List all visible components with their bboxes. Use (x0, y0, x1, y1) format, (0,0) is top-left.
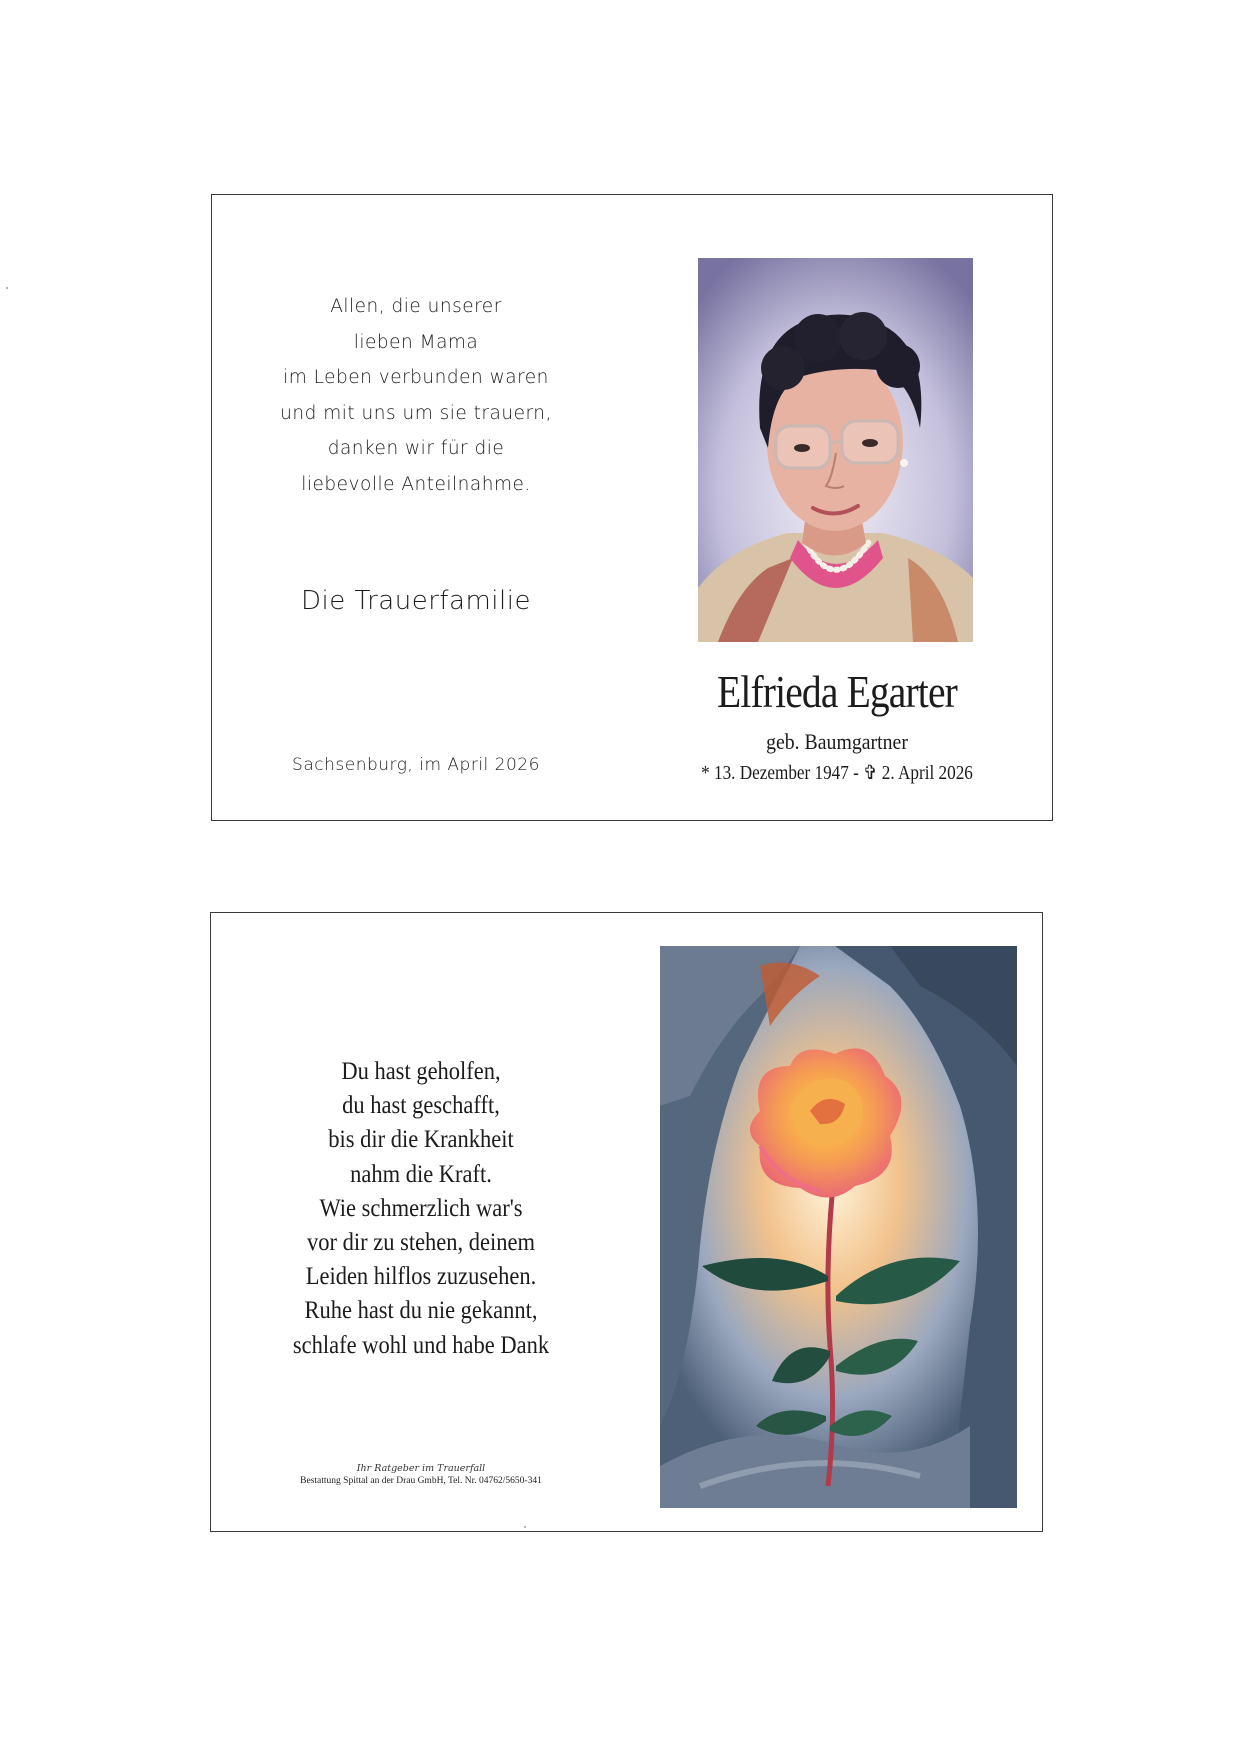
thanks-line: liebevolle Anteilnahme. (301, 473, 531, 495)
poem-line: bis dir die Krankheit (328, 1126, 514, 1154)
family-signature: Die Trauerfamilie (301, 586, 531, 616)
birth-name: geb. Baumgartner (766, 729, 908, 754)
memorial-poem (241, 1055, 601, 1363)
thank-you-message (256, 289, 576, 502)
poem-line: Wie schmerzlich war's (319, 1194, 523, 1222)
poem-card (210, 912, 1043, 1532)
thanks-line: und mit uns um sie trauern, (280, 402, 552, 424)
thank-you-card (211, 194, 1053, 821)
poem-line: du hast geschafft, (342, 1092, 500, 1120)
scan-speck (524, 1526, 526, 1528)
poem-line: Ruhe hast du nie gekannt, (304, 1297, 538, 1325)
poem-line: Du hast geholfen, (341, 1058, 501, 1085)
rose-illustration (660, 946, 1017, 1508)
poem-line: nahm die Kraft. (350, 1160, 492, 1188)
thanks-line: Allen, die unserer (330, 296, 502, 317)
life-dates: * 13. Dezember 1947 - ✞ 2. April 2026 (701, 763, 973, 784)
poem-line: Leiden hilflos zuzusehen. (305, 1263, 537, 1291)
thanks-line: im Leben verbunden waren (283, 367, 549, 388)
undertaker-info: Bestattung Spittal an der Drau GmbH, Tel. Nr. 04762/5650-341 (300, 1476, 542, 1486)
deceased-name: Elfrieda Egarter (717, 666, 957, 717)
rose-photo (660, 946, 1017, 1508)
thanks-line: danken wir für die (327, 438, 505, 459)
undertaker-slogan: Ihr Ratgeber im Trauerfall (356, 1463, 486, 1474)
portrait-illustration (698, 258, 973, 642)
place-and-date: Sachsenburg, im April 2026 (292, 755, 540, 775)
poem-line: vor dir zu stehen, deinem (306, 1229, 536, 1257)
thanks-line: lieben Mama (353, 331, 479, 353)
poem-line: schlafe wohl und habe Dank (292, 1331, 550, 1359)
scan-speck (6, 287, 8, 289)
portrait-photo (698, 258, 973, 642)
